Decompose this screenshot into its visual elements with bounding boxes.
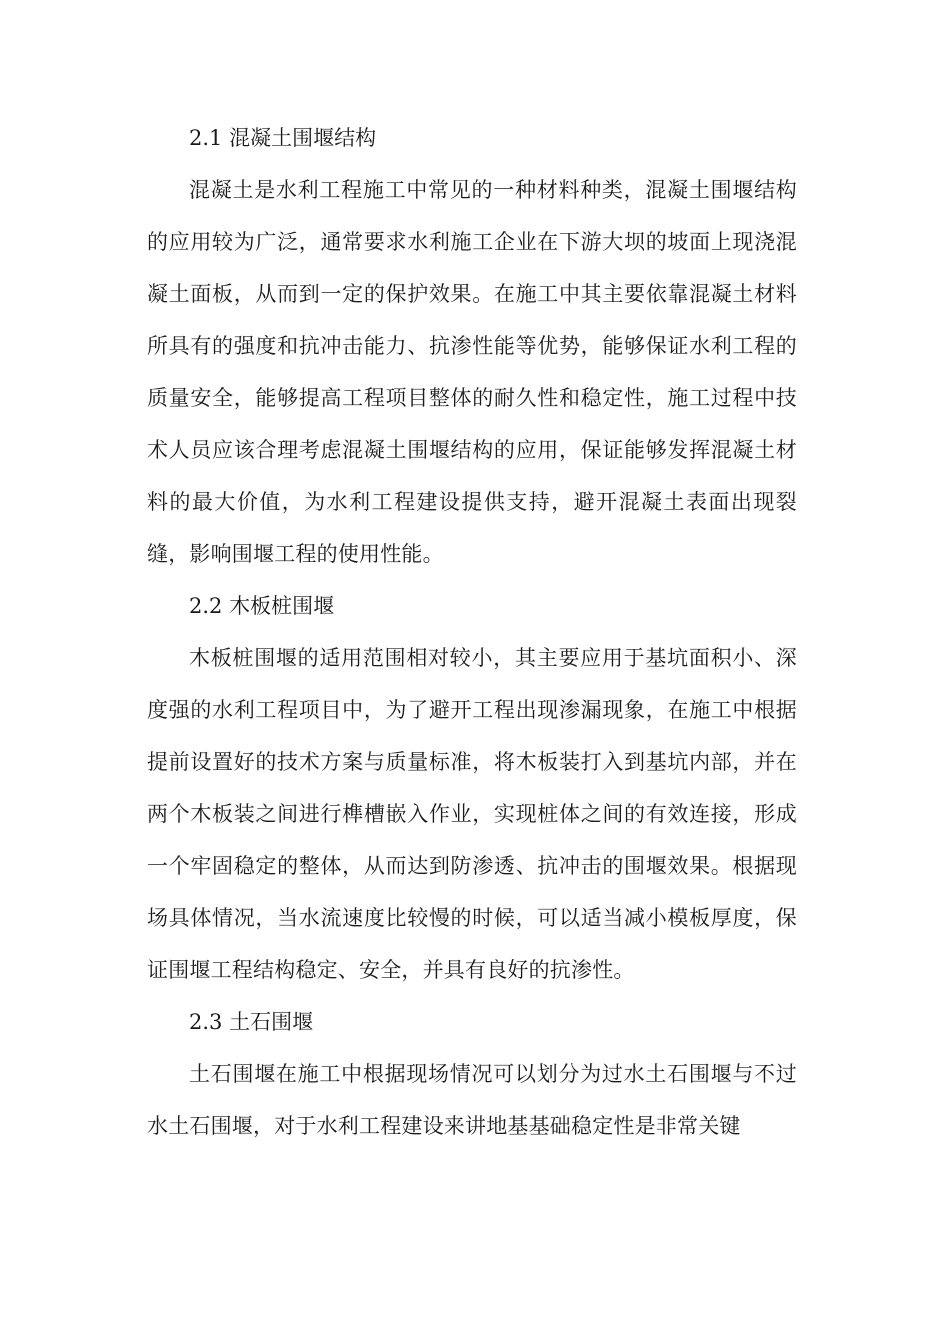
section-heading-2-2: 2.2 木板桩围堰 [189, 594, 335, 618]
section-paragraph-2-1: 混凝土是水利工程施工中常见的一种材料种类，混凝土围堰结构的应用较为广泛，通常要求水利施工企业在下游大坝的坡面上现浇混凝土面板，从而到一定的保护效果。在施工中其主要依靠混凝土材料所具有的强度和抗冲击能力、抗渗性能等优势，能够保证水利工程的质量安全，能够提高工程项目整体的耐久性和稳定性，施工过程中技术人员应该合理考虑混凝土围堰结构的应用，保证能够发挥混凝土材料的最大价值，为水利工程建设提供支持，避开混凝土表面出现裂缝，影响围堰工程的使用性能。 [147, 178, 797, 566]
document-body [147, 112, 797, 1152]
section-heading-2-1: 2.1 混凝土围堰结构 [189, 126, 377, 150]
section-paragraph-2-2: 木板桩围堰的适用范围相对较小，其主要应用于基坑面积小、深度强的水利工程项目中，为了避开工程出现渗漏现象，在施工中根据提前设置好的技术方案与质量标准，将木板装打入到基坑内部，并在两个木板装之间进行榫槽嵌入作业，实现桩体之间的有效连接，形成一个牢固稳定的整体，从而达到防渗透、抗冲击的围堰效果。根据现场具体情况，当水流速度比较慢的时候，可以适当减小模板厚度，保证围堰工程结构稳定、安全，并具有良好的抗渗性。 [147, 646, 797, 982]
section-paragraph-2-3: 土石围堰在施工中根据现场情况可以划分为过水土石围堰与不过水土石围堰，对于水利工程建设来讲地基基础稳定性是非常关键 [147, 1062, 797, 1138]
section-heading-2-3: 2.3 土石围堰 [189, 1010, 314, 1034]
